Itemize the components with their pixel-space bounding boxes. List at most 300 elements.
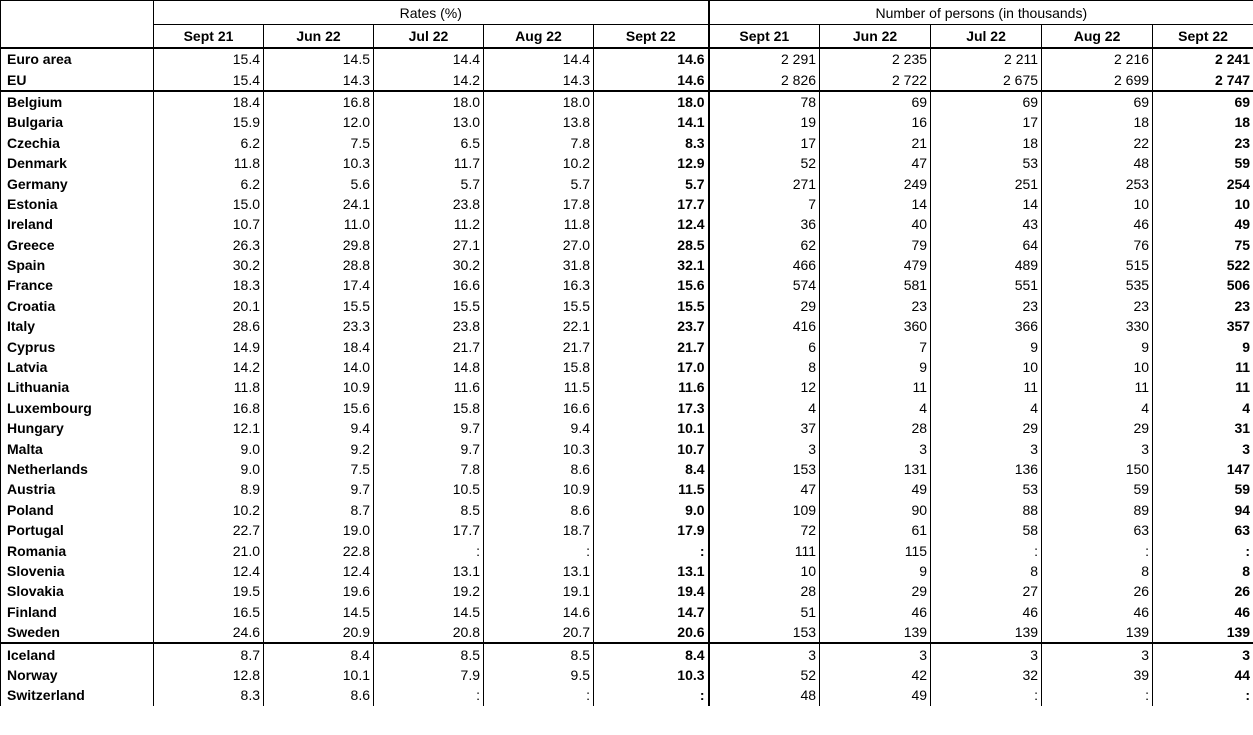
rate-cell: 31.8 <box>484 255 594 275</box>
persons-cell: 11 <box>1042 377 1153 397</box>
persons-cell: 52 <box>709 665 820 685</box>
persons-cell: 9 <box>820 561 931 581</box>
rate-cell: 14.2 <box>374 69 484 90</box>
table-row <box>1 194 1253 214</box>
rate-cell: : <box>374 685 484 705</box>
rate-cell: 10.3 <box>594 665 709 685</box>
persons-cell: 48 <box>709 685 820 705</box>
persons-cell: 3 <box>709 438 820 458</box>
rate-cell: 16.3 <box>484 275 594 295</box>
rate-cell: 6.5 <box>374 133 484 153</box>
rate-cell: 8.9 <box>154 479 264 499</box>
persons-cell: 522 <box>1153 255 1253 275</box>
table-row <box>1 479 1253 499</box>
persons-cell: 4 <box>709 398 820 418</box>
rate-cell: 21.7 <box>374 336 484 356</box>
rate-cell: 14.5 <box>374 602 484 622</box>
persons-cell: 42 <box>820 665 931 685</box>
row-label: Italy <box>1 316 154 336</box>
rate-cell: 23.8 <box>374 316 484 336</box>
rate-cell: 22.7 <box>154 520 264 540</box>
table-row <box>1 214 1253 234</box>
table-row <box>1 69 1253 90</box>
persons-cell: 47 <box>709 479 820 499</box>
table-body <box>1 48 1253 706</box>
persons-cell: : <box>1153 685 1253 705</box>
persons-cell: 139 <box>1153 622 1253 643</box>
persons-cell: 11 <box>1153 377 1253 397</box>
persons-cell: 90 <box>820 500 931 520</box>
persons-cell: 330 <box>1042 316 1153 336</box>
rate-cell: 20.7 <box>484 622 594 643</box>
persons-cell: 8 <box>1153 561 1253 581</box>
persons-cell: 53 <box>931 153 1042 173</box>
persons-cell: 44 <box>1153 665 1253 685</box>
rate-cell: 8.5 <box>374 643 484 664</box>
rate-cell: 20.8 <box>374 622 484 643</box>
rate-cell: 16.6 <box>484 398 594 418</box>
table-row <box>1 133 1253 153</box>
rate-cell: 11.5 <box>484 377 594 397</box>
rate-cell: 14.6 <box>594 69 709 90</box>
persons-cell: 69 <box>1042 91 1153 112</box>
persons-cell: 479 <box>820 255 931 275</box>
col-header-persons-jul22: Jul 22 <box>931 25 1042 49</box>
rate-cell: 18.0 <box>484 91 594 112</box>
col-header-rate-sept21: Sept 21 <box>154 25 264 49</box>
table-row <box>1 336 1253 356</box>
rate-cell: 14.0 <box>264 357 374 377</box>
rate-cell: 5.6 <box>264 173 374 193</box>
persons-cell: 37 <box>709 418 820 438</box>
persons-cell: 48 <box>1042 153 1153 173</box>
table-row <box>1 622 1253 643</box>
persons-cell: 11 <box>931 377 1042 397</box>
rate-cell: 9.4 <box>264 418 374 438</box>
table-row <box>1 173 1253 193</box>
persons-cell: 79 <box>820 235 931 255</box>
persons-cell: 22 <box>1042 133 1153 153</box>
rate-cell: 10.9 <box>484 479 594 499</box>
col-header-rate-jun22: Jun 22 <box>264 25 374 49</box>
persons-cell: 360 <box>820 316 931 336</box>
rate-cell: : <box>484 540 594 560</box>
rate-cell: 18.4 <box>154 91 264 112</box>
table-row <box>1 459 1253 479</box>
rate-cell: 7.8 <box>484 133 594 153</box>
rate-cell: 19.4 <box>594 581 709 601</box>
persons-cell: 46 <box>1042 602 1153 622</box>
rate-cell: 9.7 <box>374 418 484 438</box>
rate-cell: 18.0 <box>594 91 709 112</box>
rate-cell: 21.7 <box>594 336 709 356</box>
row-label: Iceland <box>1 643 154 664</box>
rate-cell: 17.4 <box>264 275 374 295</box>
table-row <box>1 438 1253 458</box>
persons-cell: 506 <box>1153 275 1253 295</box>
rate-cell: 7.5 <box>264 133 374 153</box>
rate-cell: 8.3 <box>594 133 709 153</box>
persons-cell: 14 <box>931 194 1042 214</box>
persons-cell: 18 <box>931 133 1042 153</box>
persons-cell: 23 <box>820 296 931 316</box>
persons-cell: 535 <box>1042 275 1153 295</box>
table-row <box>1 561 1253 581</box>
persons-cell: 63 <box>1042 520 1153 540</box>
rate-cell: 8.6 <box>264 685 374 705</box>
rate-cell: 30.2 <box>154 255 264 275</box>
persons-cell: 9 <box>820 357 931 377</box>
rate-cell: 11.8 <box>154 377 264 397</box>
rate-cell: 14.4 <box>374 48 484 69</box>
persons-cell: 2 747 <box>1153 69 1253 90</box>
persons-cell: : <box>1042 685 1153 705</box>
rate-cell: 17.8 <box>484 194 594 214</box>
rate-cell: 17.3 <box>594 398 709 418</box>
rate-cell: 12.4 <box>594 214 709 234</box>
rate-cell: 9.4 <box>484 418 594 438</box>
persons-cell: 11 <box>820 377 931 397</box>
rate-cell: 18.3 <box>154 275 264 295</box>
persons-cell: 23 <box>1153 296 1253 316</box>
persons-cell: 46 <box>1042 214 1153 234</box>
rate-cell: 14.3 <box>484 69 594 90</box>
rate-cell: 30.2 <box>374 255 484 275</box>
persons-cell: 32 <box>931 665 1042 685</box>
rate-cell: 23.3 <box>264 316 374 336</box>
rate-cell: 9.7 <box>374 438 484 458</box>
persons-cell: 574 <box>709 275 820 295</box>
persons-cell: 26 <box>1153 581 1253 601</box>
persons-cell: 88 <box>931 500 1042 520</box>
rate-cell: 15.4 <box>154 69 264 90</box>
table-row <box>1 235 1253 255</box>
persons-cell: 62 <box>709 235 820 255</box>
persons-cell: 357 <box>1153 316 1253 336</box>
rate-cell: 18.7 <box>484 520 594 540</box>
persons-cell: 150 <box>1042 459 1153 479</box>
table-row <box>1 665 1253 685</box>
rate-cell: 27.1 <box>374 235 484 255</box>
col-header-rate-jul22: Jul 22 <box>374 25 484 49</box>
rate-cell: 15.8 <box>484 357 594 377</box>
persons-cell: 16 <box>820 112 931 132</box>
rate-cell: 10.9 <box>264 377 374 397</box>
table-row <box>1 377 1253 397</box>
persons-cell: 69 <box>820 91 931 112</box>
col-header-rate-sept22: Sept 22 <box>594 25 709 49</box>
persons-cell: 46 <box>820 602 931 622</box>
rate-cell: 7.9 <box>374 665 484 685</box>
persons-cell: : <box>1153 540 1253 560</box>
persons-cell: 23 <box>931 296 1042 316</box>
table-row <box>1 581 1253 601</box>
persons-cell: 10 <box>1153 194 1253 214</box>
row-label: Austria <box>1 479 154 499</box>
persons-cell: 59 <box>1042 479 1153 499</box>
rate-cell: 23.8 <box>374 194 484 214</box>
table-row <box>1 91 1253 112</box>
table-row <box>1 48 1253 69</box>
row-label: EU <box>1 69 154 90</box>
rate-cell: 14.1 <box>594 112 709 132</box>
rate-cell: 9.7 <box>264 479 374 499</box>
rate-cell: 22.8 <box>264 540 374 560</box>
table-row <box>1 357 1253 377</box>
persons-cell: 3 <box>931 643 1042 664</box>
rate-cell: 11.5 <box>594 479 709 499</box>
persons-cell: 52 <box>709 153 820 173</box>
persons-cell: 2 675 <box>931 69 1042 90</box>
rate-cell: 14.6 <box>484 602 594 622</box>
persons-cell: 581 <box>820 275 931 295</box>
persons-cell: 19 <box>709 112 820 132</box>
persons-cell: 3 <box>1153 643 1253 664</box>
persons-cell: 139 <box>820 622 931 643</box>
table-row <box>1 500 1253 520</box>
rate-cell: 17.7 <box>594 194 709 214</box>
rate-cell: 11.2 <box>374 214 484 234</box>
rate-cell: 11.8 <box>484 214 594 234</box>
col-header-persons-sept21: Sept 21 <box>709 25 820 49</box>
rate-cell: 22.1 <box>484 316 594 336</box>
row-label: Bulgaria <box>1 112 154 132</box>
persons-cell: 72 <box>709 520 820 540</box>
persons-cell: 29 <box>709 296 820 316</box>
persons-cell: 23 <box>1042 296 1153 316</box>
persons-cell: 2 826 <box>709 69 820 90</box>
table-row <box>1 398 1253 418</box>
persons-cell: 29 <box>1042 418 1153 438</box>
persons-cell: 2 216 <box>1042 48 1153 69</box>
persons-cell: 36 <box>709 214 820 234</box>
rate-cell: 8.7 <box>264 500 374 520</box>
row-label: Spain <box>1 255 154 275</box>
rate-cell: 14.6 <box>594 48 709 69</box>
rate-cell: 6.2 <box>154 133 264 153</box>
persons-cell: 466 <box>709 255 820 275</box>
persons-cell: 4 <box>1153 398 1253 418</box>
persons-cell: 40 <box>820 214 931 234</box>
persons-cell: 249 <box>820 173 931 193</box>
persons-cell: 46 <box>931 602 1042 622</box>
persons-cell: 7 <box>820 336 931 356</box>
persons-cell: 28 <box>820 418 931 438</box>
rate-cell: 28.8 <box>264 255 374 275</box>
rate-cell: 8.5 <box>484 643 594 664</box>
corner-cell <box>1 1 154 25</box>
rate-cell: 9.5 <box>484 665 594 685</box>
row-label: Switzerland <box>1 685 154 705</box>
persons-cell: 2 699 <box>1042 69 1153 90</box>
rate-cell: 7.5 <box>264 459 374 479</box>
persons-cell: 8 <box>1042 561 1153 581</box>
rate-cell: 11.6 <box>374 377 484 397</box>
rate-cell: 10.3 <box>484 438 594 458</box>
rate-cell: 15.5 <box>484 296 594 316</box>
rate-cell: 11.8 <box>154 153 264 173</box>
rate-cell: 14.7 <box>594 602 709 622</box>
rate-cell: 11.0 <box>264 214 374 234</box>
rate-cell: 19.5 <box>154 581 264 601</box>
rate-cell: 13.8 <box>484 112 594 132</box>
persons-cell: 4 <box>820 398 931 418</box>
persons-cell: 59 <box>1153 153 1253 173</box>
rate-cell: 16.8 <box>264 91 374 112</box>
rate-cell: 15.8 <box>374 398 484 418</box>
persons-cell: 64 <box>931 235 1042 255</box>
rate-cell: 24.1 <box>264 194 374 214</box>
rate-cell: 20.6 <box>594 622 709 643</box>
persons-cell: 8 <box>931 561 1042 581</box>
rate-cell: 14.5 <box>264 602 374 622</box>
rate-cell: 16.8 <box>154 398 264 418</box>
persons-cell: 10 <box>1042 357 1153 377</box>
rate-cell: 26.3 <box>154 235 264 255</box>
persons-cell: 153 <box>709 459 820 479</box>
table-row <box>1 643 1253 664</box>
row-label: Ireland <box>1 214 154 234</box>
persons-cell: 78 <box>709 91 820 112</box>
persons-cell: 109 <box>709 500 820 520</box>
rate-cell: 17.9 <box>594 520 709 540</box>
col-header-persons-sept22: Sept 22 <box>1153 25 1253 49</box>
rate-cell: 20.1 <box>154 296 264 316</box>
row-label: Hungary <box>1 418 154 438</box>
rate-cell: 15.6 <box>594 275 709 295</box>
persons-cell: 139 <box>931 622 1042 643</box>
persons-cell: 2 722 <box>820 69 931 90</box>
persons-cell: 115 <box>820 540 931 560</box>
persons-cell: 489 <box>931 255 1042 275</box>
rate-cell: 15.5 <box>264 296 374 316</box>
persons-cell: 43 <box>931 214 1042 234</box>
rate-cell: 14.4 <box>484 48 594 69</box>
rate-cell: 10.7 <box>154 214 264 234</box>
row-label: Norway <box>1 665 154 685</box>
col-header-persons-aug22: Aug 22 <box>1042 25 1153 49</box>
rate-cell: : <box>374 540 484 560</box>
rate-cell: 8.6 <box>484 459 594 479</box>
rate-cell: 6.2 <box>154 173 264 193</box>
rate-cell: 12.4 <box>264 561 374 581</box>
rate-cell: 8.4 <box>594 643 709 664</box>
row-label: Greece <box>1 235 154 255</box>
rate-cell: 16.6 <box>374 275 484 295</box>
table-row <box>1 316 1253 336</box>
rate-cell: : <box>484 685 594 705</box>
persons-cell: 2 235 <box>820 48 931 69</box>
rate-cell: 8.4 <box>264 643 374 664</box>
rate-cell: 9.0 <box>154 459 264 479</box>
persons-cell: 136 <box>931 459 1042 479</box>
persons-cell: 131 <box>820 459 931 479</box>
rate-cell: 13.1 <box>594 561 709 581</box>
rate-cell: 12.9 <box>594 153 709 173</box>
rate-cell: 20.9 <box>264 622 374 643</box>
persons-cell: 27 <box>931 581 1042 601</box>
rate-cell: 15.6 <box>264 398 374 418</box>
persons-cell: 416 <box>709 316 820 336</box>
persons-cell: 2 241 <box>1153 48 1253 69</box>
persons-cell: 366 <box>931 316 1042 336</box>
rate-cell: 12.4 <box>154 561 264 581</box>
persons-cell: 8 <box>709 357 820 377</box>
row-label: Belgium <box>1 91 154 112</box>
rate-cell: 21.7 <box>484 336 594 356</box>
group-header-persons: Number of persons (in thousands) <box>709 1 1253 25</box>
persons-cell: 17 <box>709 133 820 153</box>
rate-cell: 8.7 <box>154 643 264 664</box>
row-label: Euro area <box>1 48 154 69</box>
persons-cell: : <box>1042 540 1153 560</box>
rate-cell: 5.7 <box>374 173 484 193</box>
persons-cell: 4 <box>1042 398 1153 418</box>
persons-cell: 9 <box>1153 336 1253 356</box>
table-row <box>1 520 1253 540</box>
rate-cell: 8.3 <box>154 685 264 705</box>
persons-cell: 49 <box>820 685 931 705</box>
persons-cell: 23 <box>1153 133 1253 153</box>
persons-cell: 153 <box>709 622 820 643</box>
persons-cell: 11 <box>1153 357 1253 377</box>
row-label: Latvia <box>1 357 154 377</box>
row-label: Cyprus <box>1 336 154 356</box>
rate-cell: 10.2 <box>154 500 264 520</box>
rate-cell: 10.5 <box>374 479 484 499</box>
persons-cell: 51 <box>709 602 820 622</box>
group-header-rates: Rates (%) <box>154 1 709 25</box>
rate-cell: 14.8 <box>374 357 484 377</box>
persons-cell: 21 <box>820 133 931 153</box>
table-row <box>1 153 1253 173</box>
persons-cell: 61 <box>820 520 931 540</box>
row-label: Poland <box>1 500 154 520</box>
rate-cell: 14.9 <box>154 336 264 356</box>
rate-cell: 10.3 <box>264 153 374 173</box>
rate-cell: 17.0 <box>594 357 709 377</box>
persons-cell: 29 <box>820 581 931 601</box>
persons-cell: 253 <box>1042 173 1153 193</box>
persons-cell: 47 <box>820 153 931 173</box>
rate-cell: 9.0 <box>594 500 709 520</box>
persons-cell: 3 <box>709 643 820 664</box>
persons-cell: 28 <box>709 581 820 601</box>
rate-cell: 11.7 <box>374 153 484 173</box>
persons-cell: 89 <box>1042 500 1153 520</box>
persons-cell: 49 <box>820 479 931 499</box>
persons-cell: 2 291 <box>709 48 820 69</box>
rate-cell: 10.2 <box>484 153 594 173</box>
rate-cell: 21.0 <box>154 540 264 560</box>
persons-cell: 31 <box>1153 418 1253 438</box>
persons-cell: 63 <box>1153 520 1253 540</box>
rate-cell: 5.7 <box>484 173 594 193</box>
persons-cell: 49 <box>1153 214 1253 234</box>
rate-cell: : <box>594 540 709 560</box>
table-row <box>1 112 1253 132</box>
rate-cell: 12.8 <box>154 665 264 685</box>
col-header-rate-aug22: Aug 22 <box>484 25 594 49</box>
row-label: Portugal <box>1 520 154 540</box>
persons-cell: 3 <box>931 438 1042 458</box>
rate-cell: 13.0 <box>374 112 484 132</box>
persons-cell: 18 <box>1153 112 1253 132</box>
persons-cell: 94 <box>1153 500 1253 520</box>
row-label: Sweden <box>1 622 154 643</box>
rate-cell: 15.4 <box>154 48 264 69</box>
rate-cell: 9.2 <box>264 438 374 458</box>
